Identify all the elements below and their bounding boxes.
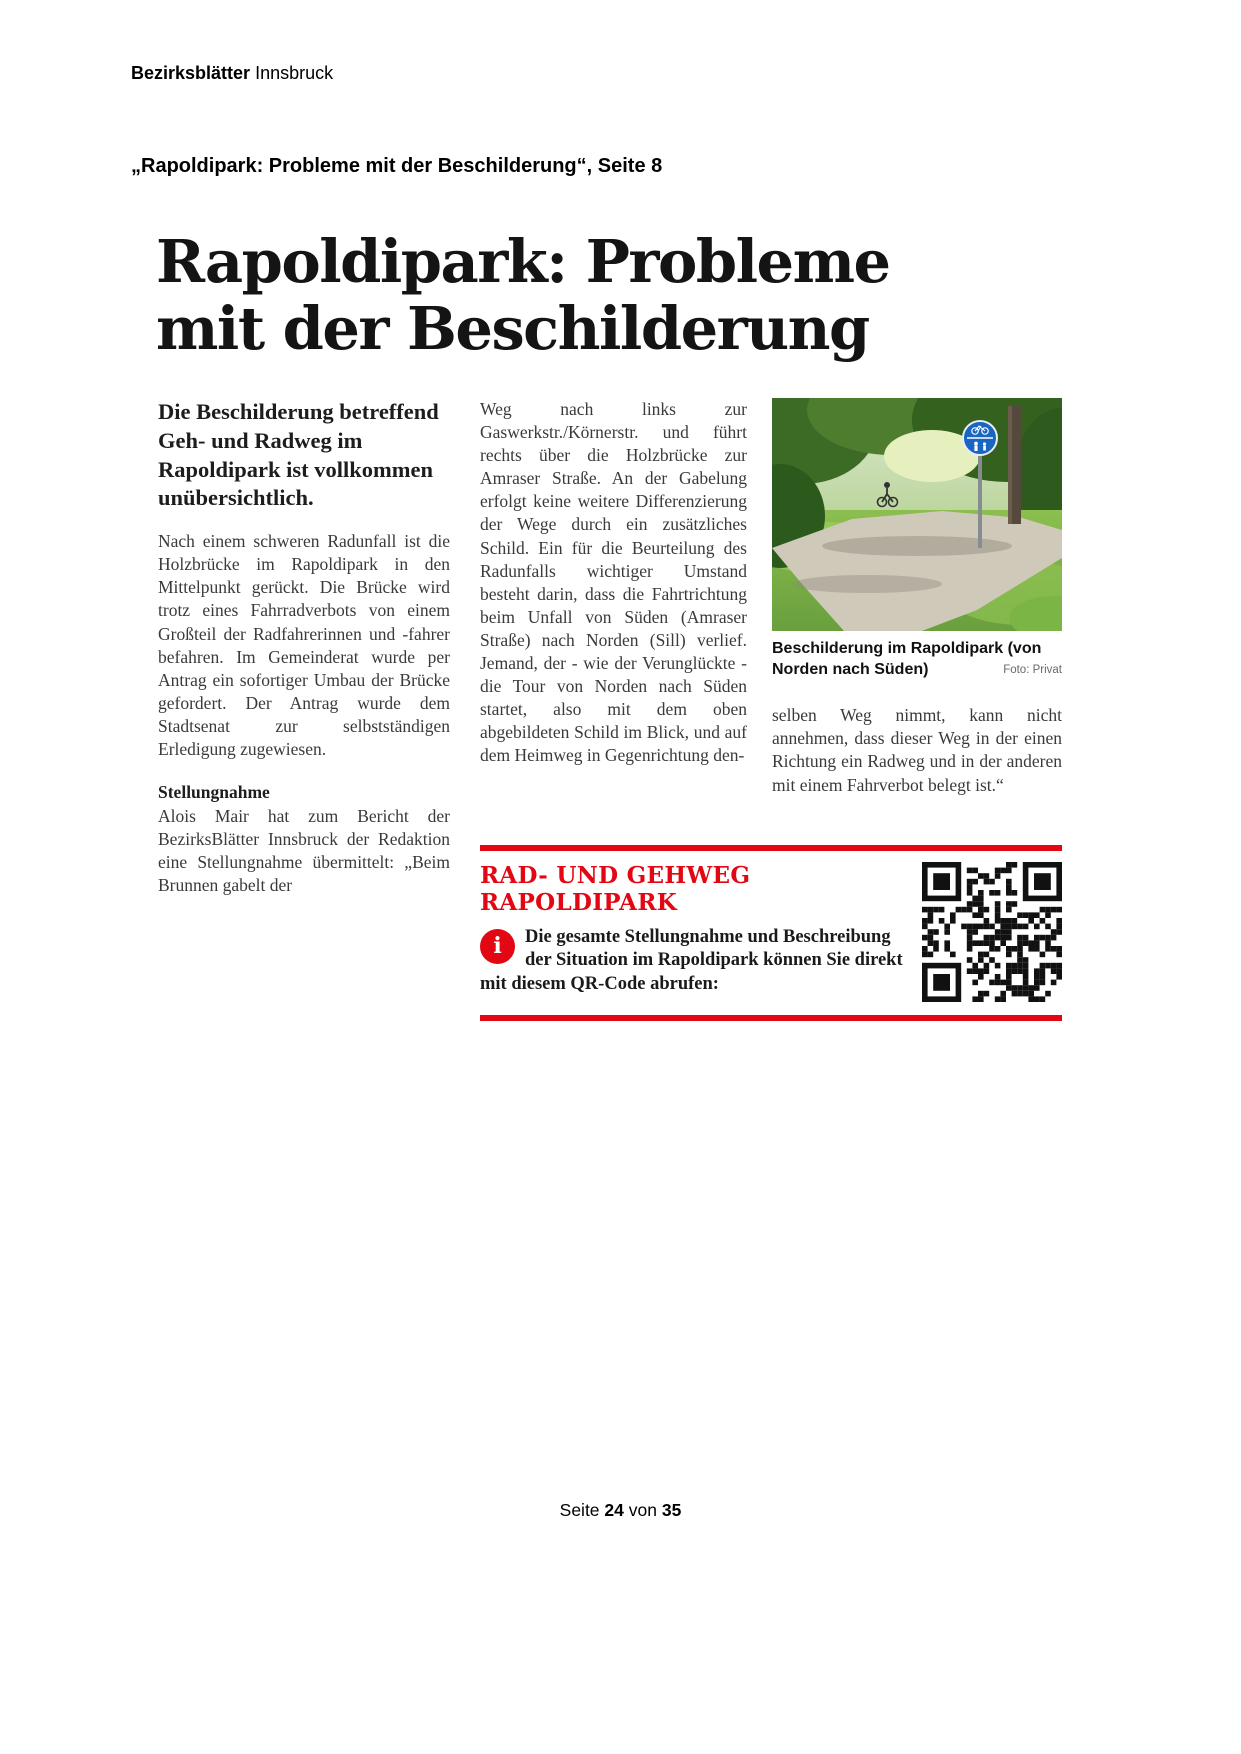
infobox-title: RAD- UND GEHWEG RAPOLDIPARK — [480, 862, 751, 916]
footer-current-page: 24 — [604, 1500, 624, 1520]
footer-label-page: Seite — [559, 1500, 600, 1520]
photo-caption: Beschilderung im Rapoldipark (von Norden nach Süden) — [772, 640, 1042, 679]
body-paragraph-4: selben Weg nimmt, kann nicht annehmen, dass dieser Weg in der einen Richtung ein Radweg und in der anderen mit einem Fahrverbot belegt ist.“ — [772, 705, 1062, 795]
infobox-text-block — [480, 926, 908, 996]
clip-title: „Rapoldipark: Probleme mit der Beschilderung“, Seite 8 — [131, 155, 663, 177]
infobox-rad-und-gehweg — [480, 845, 1062, 1021]
article-headline — [156, 228, 986, 363]
info-icon: i — [480, 929, 515, 964]
headline-line-1: Rapoldipark: Probleme — [156, 227, 890, 296]
footer-total-pages: 35 — [661, 1500, 682, 1520]
infobox-content — [480, 860, 908, 1002]
body-paragraph-3: Weg nach links zur Gaswerkstr./Körnerstr. und führt rechts über die Holzbrücke zur Amraser Straße. An der Gabelung erfolgt keine weitere Differenzierung der Wege durch ein zusätzliches Schild. Ein für die Beurteilung des Radunfalls wichtiger Umstand besteht darin, dass die Fahrtrichtung beim Unfall von Süden (Amraser Straße) nach Norden (Sill) verlief. Jemand, der - wie der Verunglückte - die Tour von Norden nach Süden startet, also mit dem oben abgebildeten Schild im Blick, und auf dem Heimweg in Gegenrichtung den- — [480, 399, 747, 766]
publication-edition: Innsbruck — [255, 63, 334, 83]
body-paragraph-2: Alois Mair hat zum Bericht der BezirksBlätter Innsbruck der Redaktion eine Stellungnahme übermittelt: „Beim Brunnen gabelt der — [158, 806, 450, 896]
publication-brand — [131, 63, 333, 84]
column-2 — [480, 398, 747, 768]
body-paragraph-1: Nach einem schweren Radunfall ist die Holzbrücke im Rapoldipark in den Mittelpunkt gerückt. Die Brücke wird trotz eines Fahrradverbots von einem Großteil der Radfahrerinnen und -fahrer befahren. Im Gemeinderat wurde per Antrag ein sofortiger Umbau der Brücke gefordert. Der Antrag wurde dem Stadtsenat zur selbstständigen Erledigung zugewiesen. — [158, 531, 450, 760]
photo-caption-row — [772, 638, 1062, 680]
lead-paragraph: Die Beschilderung betreffend Geh- und Radweg im Rapoldipark ist vollkommen unübersichtlich. — [158, 399, 439, 511]
publication-name: Bezirksblätter — [131, 63, 251, 83]
park-photo — [772, 398, 1062, 631]
column-1 — [158, 398, 450, 898]
column-3 — [772, 398, 1062, 797]
footer-page-indicator — [0, 1500, 1241, 1521]
subhead-stellungnahme: Stellungnahme — [158, 782, 270, 803]
infobox-text: Die gesamte Stellungnahme und Beschreibung der Situation im Rapoldipark können Sie direkt mit diesem QR-Code abrufen: — [480, 927, 903, 994]
headline-line-2: mit der Beschilderung — [156, 294, 869, 364]
park-photo-illustration — [772, 398, 1062, 631]
footer-label-of: von — [628, 1500, 657, 1520]
photo-credit: Foto: Privat — [1003, 664, 1062, 677]
qr-code — [922, 862, 1062, 1002]
